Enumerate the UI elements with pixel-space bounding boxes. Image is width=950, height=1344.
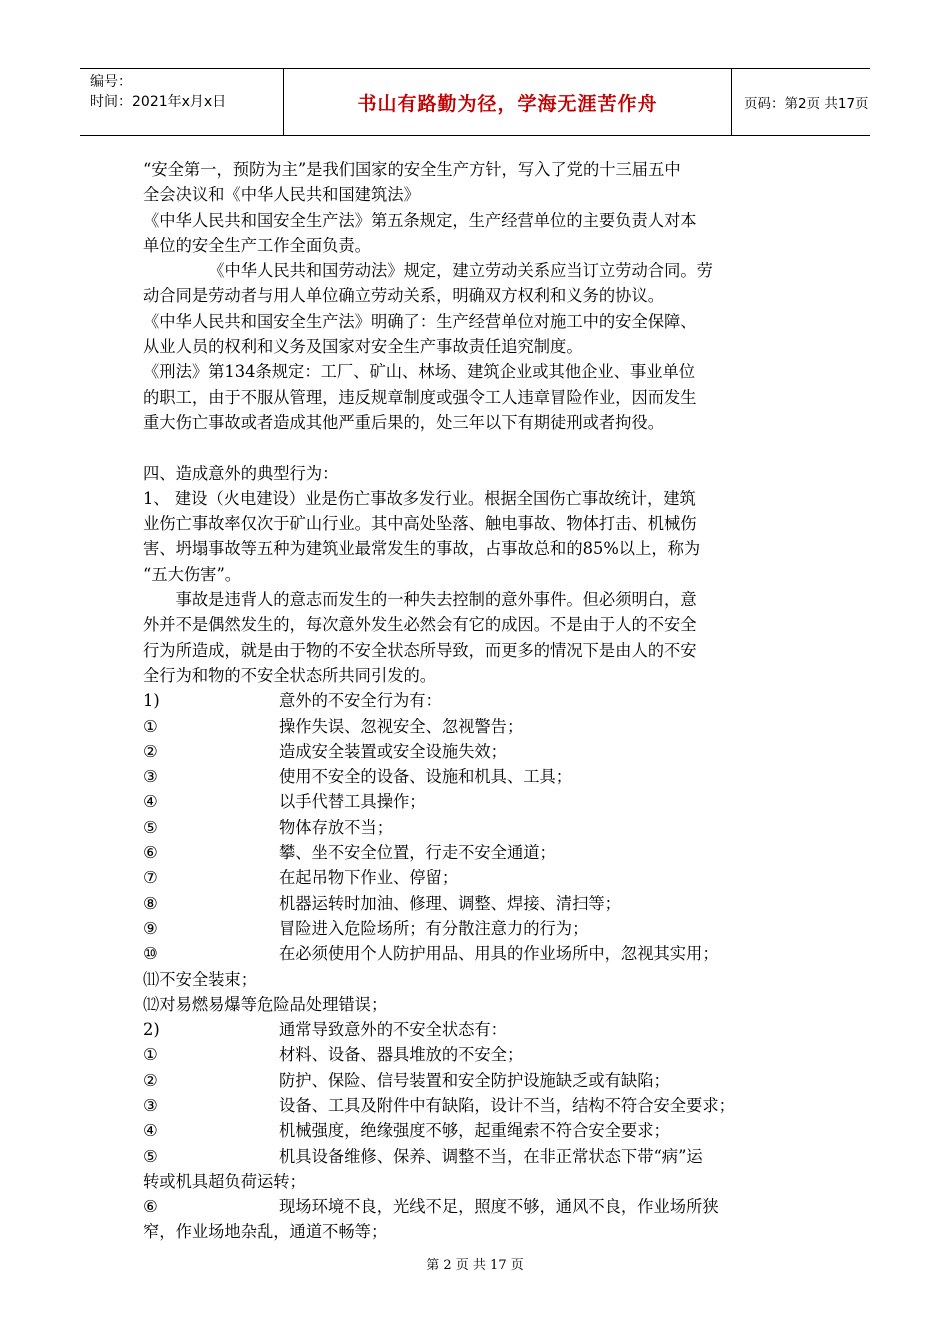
list-item bbox=[143, 1144, 815, 1169]
list-heading bbox=[143, 1017, 815, 1042]
list-item bbox=[143, 865, 815, 890]
header-page-number: 页码：第2页 共17页 bbox=[744, 96, 869, 112]
paragraph-line: 业伤亡事故率仅次于矿山行业。其中高处坠落、触电事故、物体打击、机械伤 bbox=[143, 514, 697, 534]
list-text: 在起吊物下作业、停留； bbox=[279, 868, 459, 888]
paragraph-line: 动合同是劳动者与用人单位确立劳动关系，明确双方权利和义务的协议。 bbox=[143, 286, 665, 306]
list-item bbox=[143, 789, 815, 814]
list-item bbox=[143, 1068, 815, 1093]
list-title: 意外的不安全行为有： bbox=[279, 691, 442, 711]
list-text: 机器运转时加油、修理、调整、焊接、清扫等； bbox=[279, 893, 621, 913]
list-item bbox=[143, 1042, 815, 1067]
list-text: 以手代替工具操作； bbox=[279, 792, 426, 812]
list-item-continuation: 窄，作业场地杂乱，通道不畅等； bbox=[143, 1222, 388, 1242]
document-number-label: 编号： bbox=[90, 74, 132, 90]
list-text: 机具设备维修、保养、调整不当，在非正常状态下带“病”运 bbox=[279, 1146, 703, 1166]
list-number: ⑤ bbox=[143, 817, 158, 837]
list-item bbox=[143, 764, 815, 789]
list-item bbox=[143, 891, 815, 916]
list-number: ⑩ bbox=[143, 944, 158, 964]
paragraph-line: 《刑法》第134条规定：工厂、矿山、林场、建筑企业或其他企业、事业单位 bbox=[143, 362, 696, 382]
paragraph-line: 从业人员的权利和义务及国家对安全生产事故责任追究制度。 bbox=[143, 337, 583, 357]
list-number: ⑥ bbox=[143, 1197, 158, 1217]
paragraph-line: 全行为和物的不安全状态所共同引发的。 bbox=[143, 665, 437, 685]
paragraph-line: 的职工，由于不服从管理，违反规章制度或强令工人违章冒险作业，因而发生 bbox=[143, 387, 697, 407]
list-item: ⑿对易燃易爆等危险品处理错误； bbox=[143, 994, 388, 1014]
list-number: ⑤ bbox=[143, 1146, 158, 1166]
paragraph-line: “五大伤害”。 bbox=[143, 564, 242, 584]
paragraph-line: 《中华人民共和国安全生产法》第五条规定，生产经营单位的主要负责人对本 bbox=[143, 210, 697, 230]
list-number: ④ bbox=[143, 792, 158, 812]
list-number: ② bbox=[143, 741, 158, 761]
list-item: ⑾不安全装束； bbox=[143, 969, 257, 989]
header-motto: 书山有路勤为径，学海无涯苦作舟 bbox=[284, 69, 732, 135]
list-number: ③ bbox=[143, 1095, 158, 1115]
list-number: ⑧ bbox=[143, 893, 158, 913]
header-info bbox=[80, 69, 284, 135]
page-footer: 第 2 页 共 17 页 bbox=[426, 1258, 524, 1273]
blank-line bbox=[143, 435, 815, 460]
paragraph-line: 1、 建设（火电建设）业是伤亡事故多发行业。根据全国伤亡事故统计，建筑 bbox=[143, 488, 696, 508]
paragraph-line: 事故是违背人的意志而发生的一种失去控制的意外事件。但必须明白，意 bbox=[175, 590, 697, 610]
list-number: ② bbox=[143, 1070, 158, 1090]
list-heading bbox=[143, 688, 815, 713]
paragraph-line: 重大伤亡事故或者造成其他严重后果的，处三年以下有期徒刑或者拘役。 bbox=[143, 412, 665, 432]
paragraph-line: 全会决议和《中华人民共和国建筑法》 bbox=[143, 185, 420, 205]
list-text: 冒险进入危险场所；有分散注意力的行为； bbox=[279, 918, 589, 938]
document-date: 时间：2021年x月x日 bbox=[90, 94, 227, 110]
list-text: 操作失误、忽视安全、忽视警告； bbox=[279, 716, 524, 736]
list-number: ④ bbox=[143, 1121, 158, 1141]
list-text: 现场环境不良，光线不足，照度不够，通风不良，作业场所狭 bbox=[279, 1197, 719, 1217]
list-number: ⑥ bbox=[143, 843, 158, 863]
list-item-continuation: 转或机具超负荷运转； bbox=[143, 1171, 306, 1191]
page-header bbox=[80, 68, 870, 136]
list-text: 机械强度，绝缘强度不够，起重绳索不符合安全要求； bbox=[279, 1121, 670, 1141]
list-title: 通常导致意外的不安全状态有： bbox=[279, 1020, 507, 1040]
list-text: 攀、坐不安全位置，行走不安全通道； bbox=[279, 843, 556, 863]
document-body bbox=[143, 157, 815, 1245]
list-item bbox=[143, 941, 815, 966]
paragraph-line: 害、坍塌事故等五种为建筑业最常发生的事故，占事故总和的85%以上，称为 bbox=[143, 539, 701, 559]
list-text: 防护、保险、信号装置和安全防护设施缺乏或有缺陷； bbox=[279, 1070, 670, 1090]
section-heading: 四、造成意外的典型行为： bbox=[143, 463, 339, 483]
list-number: 2) bbox=[143, 1020, 160, 1040]
paragraph-line: 《中华人民共和国劳动法》规定，建立劳动关系应当订立劳动合同。劳 bbox=[208, 261, 713, 281]
list-text: 物体存放不当； bbox=[279, 817, 393, 837]
list-item bbox=[143, 714, 815, 739]
list-item bbox=[143, 1194, 815, 1219]
list-item bbox=[143, 916, 815, 941]
list-number: ⑦ bbox=[143, 868, 158, 888]
list-item bbox=[143, 815, 815, 840]
list-item bbox=[143, 739, 815, 764]
list-number: ⑨ bbox=[143, 918, 158, 938]
list-text: 材料、设备、器具堆放的不安全； bbox=[279, 1045, 524, 1065]
list-number: 1) bbox=[143, 691, 160, 711]
list-item bbox=[143, 840, 815, 865]
list-number: ③ bbox=[143, 767, 158, 787]
list-item bbox=[143, 1093, 815, 1118]
list-text: 在必须使用个人防护用品、用具的作业场所中，忽视其实用； bbox=[279, 944, 719, 964]
list-text: 造成安全装置或安全设施失效； bbox=[279, 741, 507, 761]
paragraph-line: “安全第一，预防为主”是我们国家的安全生产方针，写入了党的十三届五中 bbox=[143, 160, 681, 179]
paragraph-line: 单位的安全生产工作全面负责。 bbox=[143, 235, 371, 255]
list-number: ① bbox=[143, 1045, 158, 1065]
list-text: 设备、工具及附件中有缺陷，设计不当，结构不符合安全要求； bbox=[279, 1095, 735, 1115]
paragraph-line: 外并不是偶然发生的，每次意外发生必然会有它的成因。不是由于人的不安全 bbox=[143, 615, 697, 635]
list-number: ① bbox=[143, 716, 158, 736]
list-text: 使用不安全的设备、设施和机具、工具； bbox=[279, 767, 573, 787]
paragraph-line: 《中华人民共和国安全生产法》明确了：生产经营单位对施工中的安全保障、 bbox=[143, 311, 697, 331]
paragraph-line: 行为所造成，就是由于物的不安全状态所导致，而更多的情况下是由人的不安 bbox=[143, 640, 697, 660]
list-item bbox=[143, 1118, 815, 1143]
